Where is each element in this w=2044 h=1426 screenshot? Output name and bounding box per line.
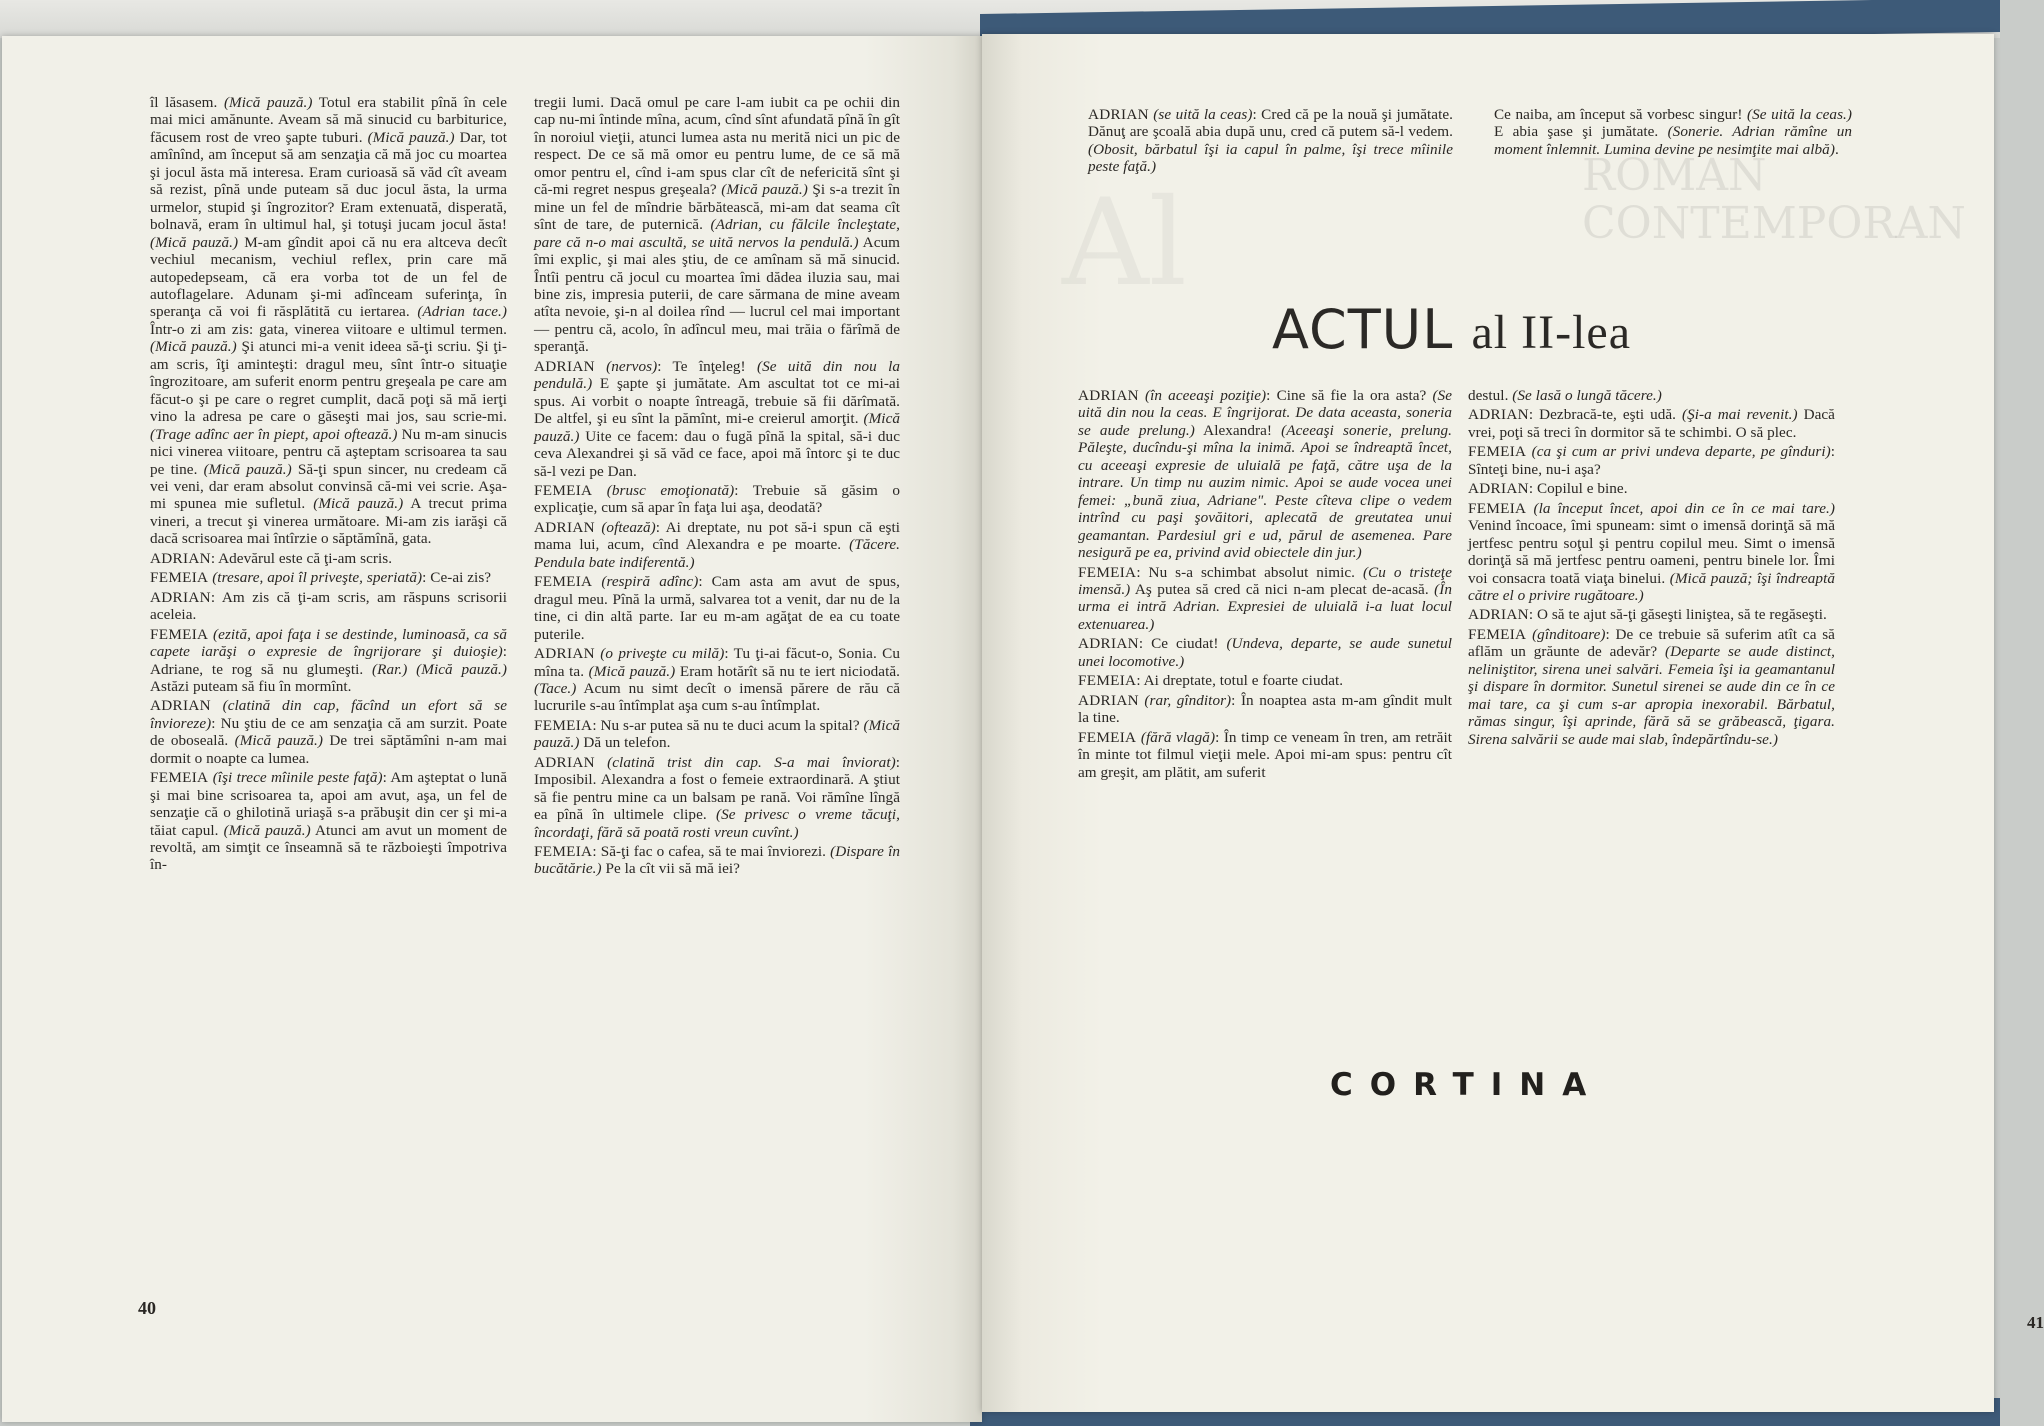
right-col1-paragraph: ADRIAN (în aceeaşi poziţie): Cine să fie la ora asta? (Se uită din nou la ceas. E îngrijorat. De data aceasta, soneria se aude prelung.) Alexandra! (Aceeaşi sonerie, prelung. Păleşte, ducîndu-şi mîna la inimă. Apoi se îndreaptă încet, cu aceeaşi expresie de uluială pe faţă, către uşa de la intrare. Un timp nu auzim nimic. Apoi se aude vocea unei femei: „bună ziua, Adriane". Peste cîteva clipe o vedem intrînd cu paşi şovăitori, aplecată de greutatea unui geamantan. Pardesiul gri e ud, părul de asemenea. Pare nesigură pe ea, privind avid obiectele din jur.) — [1078, 387, 1452, 562]
right-column-2 — [1468, 387, 1835, 748]
show-through-text: ROMAN CONTEMPORAN — [1582, 150, 1966, 249]
right-column-1 — [1078, 387, 1452, 781]
page-number-left: 40 — [138, 1298, 156, 1318]
left-col2-paragraph: ADRIAN (oftează): Ai dreptate, nu pot să-i spun că eşti mama lui, acum, cînd Alexandra e pe moarte. (Tăcere. Pendula bate indiferentă.) — [534, 518, 900, 571]
right-col2-paragraph: destul. (Se lasă o lungă tăcere.) — [1468, 387, 1662, 404]
left-col1-paragraph: FEMEIA (ezită, apoi faţa i se destinde, luminoasă, ca să capete iarăşi o expresie de îngrijorare şi duioşie): Adriane, te rog să nu glumeşti. (Rar.) (Mică pauză.) Astăzi puteam să fiu în mormînt. — [150, 625, 507, 695]
left-column-1 — [150, 94, 507, 874]
act-title-main: ACTUL — [1272, 298, 1454, 361]
act-title — [1272, 298, 1631, 361]
left-column-2 — [534, 94, 900, 878]
left-col2-paragraph: ADRIAN (clatină trist din cap. S-a mai înviorat): Imposibil. Alexandra a fost o femeie extraordinară. A ştiut să fie pentru mine ca un balsam pe rană. Voi rămîne lîngă ea pînă în ultimele clipe. (Se privesc o vreme tăcuţi, încordaţi, fără să poată rosti vreun cuvînt.) — [534, 753, 900, 841]
right-col2-paragraph: ADRIAN: O să te ajut să-ţi găseşti liniştea, să te regăseşti. — [1468, 606, 1827, 624]
act-title-rest: al II-lea — [1471, 306, 1632, 359]
left-col1-paragraph: FEMEIA (tresare, apoi îl priveşte, speriată): Ce-ai zis? — [150, 569, 492, 587]
left-col2-paragraph: FEMEIA (respiră adînc): Cam asta am avut de spus, dragul meu. Pînă la urmă, salvarea tot a venit, dar nu de la tine, ci din altă parte. Iar eu m-am agăţat de ea cu toate puterile. — [534, 573, 900, 643]
right-col1-paragraph: FEMEIA: Nu s-a schimbat absolut nimic. (Cu o tristeţe imensă.) Aş putea să cred că nici n-am plecat de-acasă. (În urma ei intră Adrian. Expresiei de uluială i-a luat locul extenuarea.) — [1078, 563, 1452, 633]
cortina-heading: CORTINA — [1330, 1067, 1604, 1103]
right-col2-paragraph: FEMEIA (ca şi cum ar privi undeva departe, pe gînduri): Sînteţi bine, nu-i aşa? — [1468, 443, 1835, 478]
left-col2-paragraph: tregii lumi. Dacă omul pe care l-am iubit ca pe ochii din cap nu-mi întinde mîna, acum, cînd sînt afundată pînă în gît în noroiul vieţii, atunci lumea asta nu merită nici un pic de respect. De ce să mă omor eu pentru lume, de ce să mă omor pentru el, cînd i-am spus clar cît de nefericită sînt şi că-mi regret nespus greşeala? (Mică pauză.) Şi s-a trezit în mine un fel de mîndrie bărbătească, mi-am dat seama cît sînt de tare, de puternică. (Adrian, cu fălcile încleştate, pare că n-o mai ascultă, se uită nervos la pendulă.) Acum îmi explic, şi mai ales ştiu, de ce amînam să mă sinucid. Întîi pentru că jocul cu moartea îmi dădea iluzia sau, mai bine zis, impresia puterii, de care sărmana de mine aveam atîta nevoie, şi-n al doilea rînd — lucrul cel mai important — pentru că, acolo, în adîncul meu, mai trăia o fărîmă de speranţă. — [534, 94, 900, 356]
right-col2-paragraph: FEMEIA (gînditoare): De ce trebuie să suferim atît ca să aflăm un grăunte de adevăr? (Departe se aude distinct, neliniştitor, sirena unei salvări. Femeia îşi ia geamantanul şi dispare în dormitor. Sunetul sirenei se aude din ce în ce mai tare, ca şi cum s-ar apropia inexorabil. Bărbatul, rămas singur, îşi aprinde, fără să se grăbească, ţigara. Sirena salvării se aude mai slab, îndepărtîndu-se.) — [1468, 625, 1836, 748]
right-col2-paragraph: ADRIAN: Dezbracă-te, eşti udă. (Şi-a mai revenit.) Dacă vrei, poţi să treci în dormitor să te schimbi. O să plec. — [1468, 406, 1835, 441]
right-top-col1-paragraph: ADRIAN (se uită la ceas): Cred că pe la nouă şi jumătate. Dănuţ are şcoală abia după unu, cred că putem să-l vedem. (Obosit, bărbatul îşi ia capul în palme, îşi trece mîinile peste faţă.) — [1088, 106, 1453, 176]
left-col2-paragraph: FEMEIA (brusc emoţionată): Trebuie să găsim o explicaţie, cum să apar în faţa lui aşa, deodată? — [534, 481, 900, 517]
left-col2-paragraph: FEMEIA: Să-ţi fac o cafea, să te mai înviorezi. (Dispare în bucătărie.) Pe la cît vii să mă iei? — [534, 843, 900, 878]
right-col1-paragraph: ADRIAN (rar, gînditor): În noaptea asta m-am gîndit mult la tine. — [1078, 691, 1452, 727]
right-col1-paragraph: ADRIAN: Ce ciudat! (Undeva, departe, se aude sunetul unei locomotive.) — [1078, 635, 1452, 670]
right-top-col2-paragraph: Ce naiba, am început să vorbesc singur! (Se uită la ceas.) E abia şase şi jumătate. (Sonerie. Adrian rămîne un moment înlemnit. Lumina devine pe nesimţite mai albă). — [1494, 106, 1852, 158]
show-through-letter: Al — [1062, 174, 1188, 313]
page-number-right: 41 — [2027, 1313, 2044, 1332]
left-col1-paragraph: ADRIAN (clatină din cap, făcînd un efort să se înviorеze): Nu ştiu de ce am senzaţia că am surzit. Poate de oboseală. (Mică pauză.) De trei săptămîni n-am mai dormit o noapte ca lumea. — [150, 697, 507, 767]
right-top-column-1 — [1088, 106, 1453, 176]
right-col1-paragraph: FEMEIA: Ai dreptate, totul e foarte ciudat. — [1078, 672, 1344, 690]
left-col2-paragraph: FEMEIA: Nu s-ar putea să nu te duci acum la spital? (Mică pauză.) Dă un telefon. — [534, 716, 900, 752]
left-col1-paragraph: ADRIAN: Adevărul este că ţi-am scris. — [150, 549, 393, 567]
right-col1-paragraph: FEMEIA (fără vlagă): În timp ce veneam în tren, am retrăit în minte tot filmul vieţii mele. Apoi mi-am spus: pentru cît am greşit, am plătit, am suferit — [1078, 728, 1452, 781]
left-col2-paragraph: ADRIAN (o priveşte cu milă): Tu ţi-ai făcut-o, Sonia. Cu mîna ta. (Mică pauză.) Eram hotărît să nu te iert niciodată. (Tace.) Acum nu simt decît o imensă părere de rău că lucrurile s-au întîmplat aşa cum s-au întîmplat. — [534, 645, 901, 715]
right-col2-paragraph: ADRIAN: Copilul e bine. — [1468, 480, 1628, 498]
left-page — [2, 36, 982, 1422]
right-col2-paragraph: FEMEIA (la început încet, apoi din ce în ce mai tare.) Venind încoace, îmi spuneam: simt o imensă dorinţă să mă jertfesc pentru soţul şi pentru copilul meu. Simt o imensă dorinţă să mă jertfesc pentru oameni, pentru binele lor. Îmi voi consacra toată viaţa binelui. (Mică pauză; îşi îndreaptă către el o privire rugătoare.) — [1468, 499, 1835, 604]
left-col1-paragraph: ADRIAN: Am zis că ţi-am scris, am răspuns scrisorii aceleia. — [150, 588, 507, 624]
left-col1-paragraph: îl lăsasem. (Mică pauză.) Totul era stabilit pînă în cele mai mici amănunte. Aveam să mă sinucid cu barbiturice, făcusem rost de vreo şapte tuburi. (Mică pauză.) Dar, tot amînînd, am început să am senzaţia că mă joc cu moartea şi jocul ăsta mă interesa. Eram curioasă să văd cît aveam să rezist, pînă unde puteam să duc jocul ăsta, la urma urmelor, stupid şi îngrozitor? Eram extenuată, disperată, bolnavă, eram în ultimul hal, şi totuşi jucam jocul ăsta! (Mică pauză.) M-am gîndit apoi că nu era altceva decît vechiul mecanism, vechiul reflex, prin care mă autopedepseam, că era vorba tot de un fel de autoflagelare. Adunam şi-mi adînceam suferinţa, în speranţa că voi fi răsplătită cu iertarea. (Adrian tace.) Într-o zi am zis: gata, vinerea viitoare e ultimul termen. (Mică pauză.) Şi atunci mi-a venit ideea să-ţi scriu. Şi ţi-am scris, îţi aminteşti: dragul meu, sînt într-o situaţie îngrozitoare, am suferit enorm pentru greşeala pe care am făcut-o şi pe care o regret cumplit, dacă poţi să mă ierţi vino la adresa pe care o găseşti mai jos, sau scrie-mi. (Trage adînc aer în piept, apoi oftează.) Nu m-am sinucis nici vinerea viitoare, pentru că aşteptam scrisoarea ta sau pe tine. (Mică pauză.) Să-ţi spun sincer, nu credeam că vei veni, dar eram absolut convinsă că-mi vei scrie. Aşa-mi spunea mie sufletul. (Mică pauză.) A trecut prima vineri, a trecut şi vinerea următoare. Mi-am zis iarăşi că dacă scrisoarea mai întîrzie o săptămînă, gata. — [150, 94, 508, 548]
left-col2-paragraph: ADRIAN (nervos): Te înţeleg! (Se uită din nou la pendulă.) E şapte şi jumătate. Am ascultat tot ce mi-ai spus. Ai vorbit o noapte întreagă, trebuie să fii dărîmată. De altfel, şi eu sînt la pămînt, mi-e creierul amorţit. (Mică pauză.) Uite ce facem: dau o fugă pînă la spital, să-i duc ceva Alexandrei şi să văd ce face, apoi mă întorc şi te duc să-l vezi pe Dan. — [534, 357, 900, 480]
right-top-column-2 — [1494, 106, 1852, 158]
left-col1-paragraph: FEMEIA (îşi trece mîinile peste faţă): Am aşteptat o lună şi mai bine scrisoarea ta, apoi am avut, aşa, un fel de senzaţie că o ghilotină uriaşă s-a prăbuşit din cer şi mi-a tăiat capul. (Mică pauză.) Atunci am avut un moment de revoltă, am simţit ce înseamnă să te războieşti împotriva în- — [150, 769, 507, 874]
right-page — [982, 34, 2044, 1412]
